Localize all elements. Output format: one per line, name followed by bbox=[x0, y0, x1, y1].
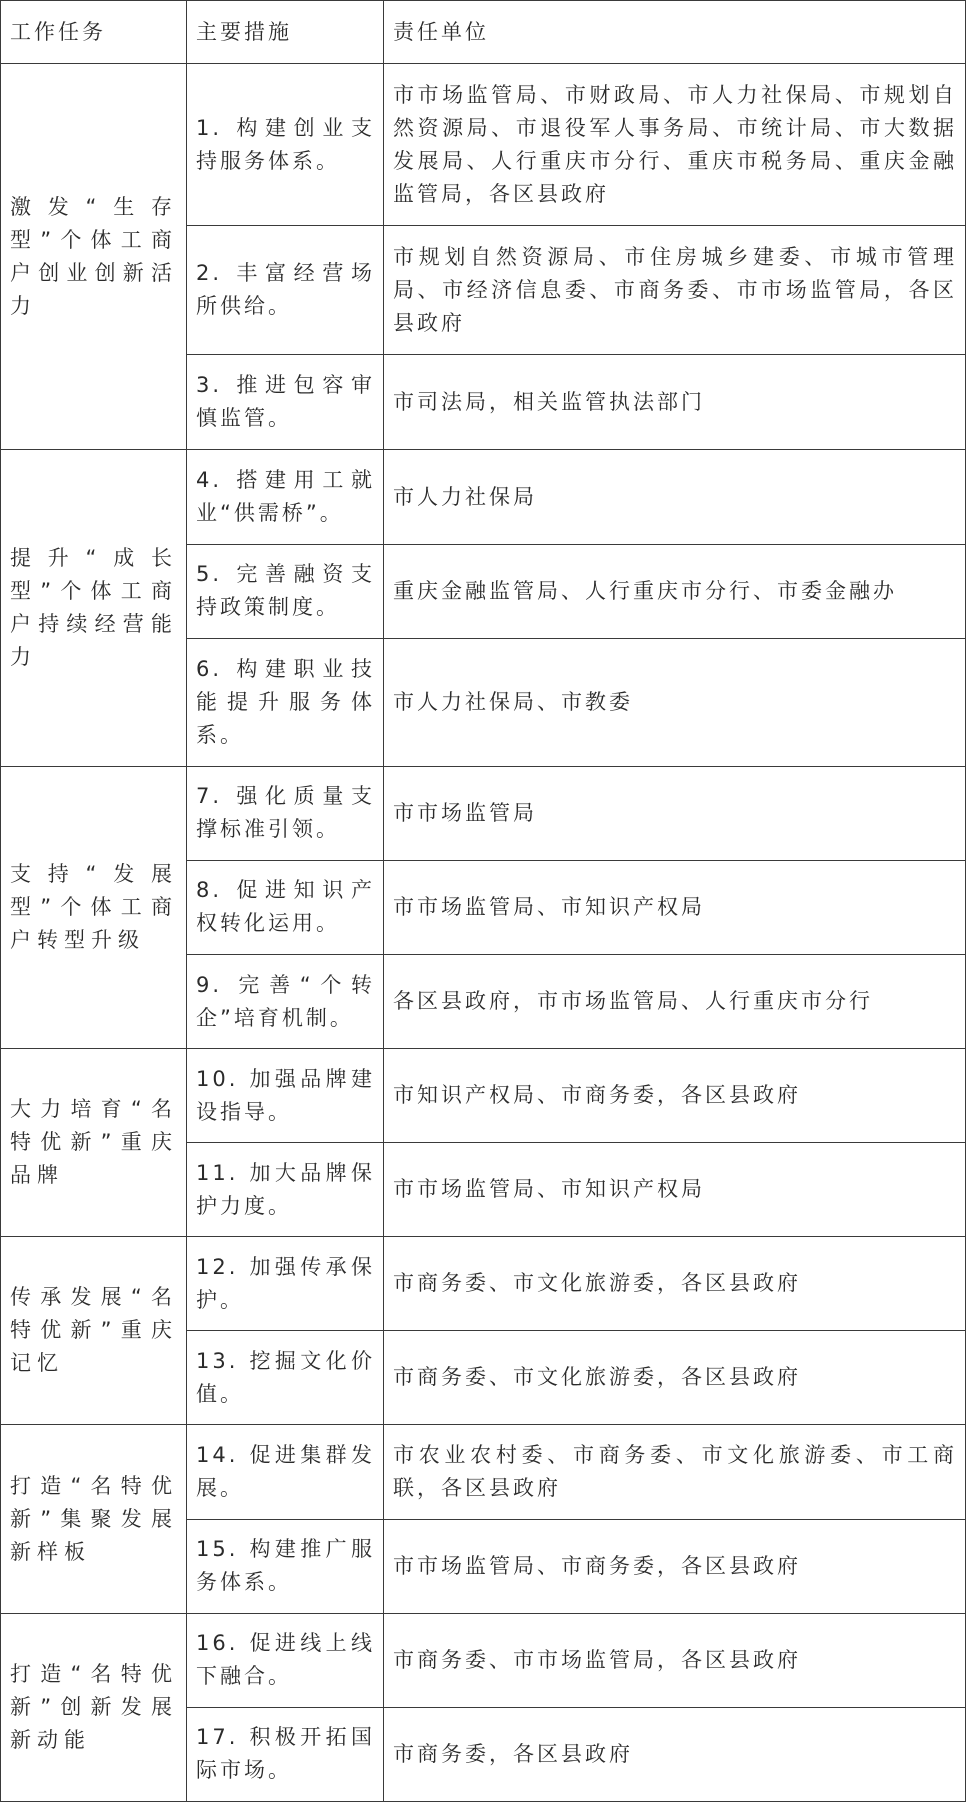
task-cell: 激发“生存型”个体工商户创业创新活力 bbox=[1, 64, 187, 450]
measure-cell: 3. 推进包容审慎监管。 bbox=[187, 355, 384, 450]
measure-cell: 13. 挖掘文化价值。 bbox=[187, 1331, 384, 1425]
unit-cell: 市商务委、市文化旅游委，各区县政府 bbox=[384, 1237, 966, 1331]
unit-cell: 各区县政府，市市场监管局、人行重庆市分行 bbox=[384, 954, 966, 1048]
task-cell: 打造“名特优新”集聚发展新样板 bbox=[1, 1425, 187, 1613]
header-task: 工作任务 bbox=[1, 1, 187, 64]
measure-cell: 5. 完善融资支持政策制度。 bbox=[187, 544, 384, 638]
table-row bbox=[1, 1049, 966, 1143]
unit-cell: 市市场监管局、市财政局、市人力社保局、市规划自然资源局、市退役军人事务局、市统计局、市大数据发展局、人行重庆市分行、重庆市税务局、重庆金融监管局，各区县政府 bbox=[384, 64, 966, 226]
unit-cell: 市商务委、市文化旅游委，各区县政府 bbox=[384, 1331, 966, 1425]
measure-cell: 15. 构建推广服务体系。 bbox=[187, 1519, 384, 1613]
task-cell: 传承发展“名特优新”重庆记忆 bbox=[1, 1237, 187, 1425]
table-row bbox=[1, 64, 966, 226]
task-cell: 大力培育“名特优新”重庆品牌 bbox=[1, 1049, 187, 1237]
table-row bbox=[1, 766, 966, 860]
measure-cell: 12. 加强传承保护。 bbox=[187, 1237, 384, 1331]
unit-cell: 市知识产权局、市商务委，各区县政府 bbox=[384, 1049, 966, 1143]
measure-cell: 17. 积极开拓国际市场。 bbox=[187, 1707, 384, 1801]
unit-cell: 市商务委，各区县政府 bbox=[384, 1707, 966, 1801]
measure-cell: 8. 促进知识产权转化运用。 bbox=[187, 860, 384, 954]
measure-cell: 2. 丰富经营场所供给。 bbox=[187, 226, 384, 355]
task-cell: 打造“名特优新”创新发展新动能 bbox=[1, 1613, 187, 1801]
table-row bbox=[1, 1425, 966, 1519]
unit-cell: 重庆金融监管局、人行重庆市分行、市委金融办 bbox=[384, 544, 966, 638]
task-cell: 支持“发展型”个体工商户转型升级 bbox=[1, 766, 187, 1048]
measure-cell: 7. 强化质量支撑标准引领。 bbox=[187, 766, 384, 860]
measure-cell: 4. 搭建用工就业“供需桥”。 bbox=[187, 450, 384, 544]
unit-cell: 市司法局，相关监管执法部门 bbox=[384, 355, 966, 450]
measure-cell: 11. 加大品牌保护力度。 bbox=[187, 1143, 384, 1237]
unit-cell: 市规划自然资源局、市住房城乡建委、市城市管理局、市经济信息委、市商务委、市市场监管局，各区县政府 bbox=[384, 226, 966, 355]
table-header-row bbox=[1, 1, 966, 64]
unit-cell: 市农业农村委、市商务委、市文化旅游委、市工商联，各区县政府 bbox=[384, 1425, 966, 1519]
task-cell: 提升“成长型”个体工商户持续经营能力 bbox=[1, 450, 187, 766]
measure-cell: 14. 促进集群发展。 bbox=[187, 1425, 384, 1519]
header-measure: 主要措施 bbox=[187, 1, 384, 64]
measure-cell: 6. 构建职业技能提升服务体系。 bbox=[187, 638, 384, 766]
table-row bbox=[1, 1613, 966, 1707]
unit-cell: 市人力社保局 bbox=[384, 450, 966, 544]
unit-cell: 市市场监管局 bbox=[384, 766, 966, 860]
table-row bbox=[1, 450, 966, 544]
unit-cell: 市市场监管局、市知识产权局 bbox=[384, 1143, 966, 1237]
header-unit: 责任单位 bbox=[384, 1, 966, 64]
table-row bbox=[1, 1237, 966, 1331]
measure-cell: 9. 完善“个转企”培育机制。 bbox=[187, 954, 384, 1048]
unit-cell: 市人力社保局、市教委 bbox=[384, 638, 966, 766]
measure-cell: 16. 促进线上线下融合。 bbox=[187, 1613, 384, 1707]
measure-cell: 1. 构建创业支持服务体系。 bbox=[187, 64, 384, 226]
measure-cell: 10. 加强品牌建设指导。 bbox=[187, 1049, 384, 1143]
unit-cell: 市商务委、市市场监管局，各区县政府 bbox=[384, 1613, 966, 1707]
unit-cell: 市市场监管局、市商务委，各区县政府 bbox=[384, 1519, 966, 1613]
unit-cell: 市市场监管局、市知识产权局 bbox=[384, 860, 966, 954]
